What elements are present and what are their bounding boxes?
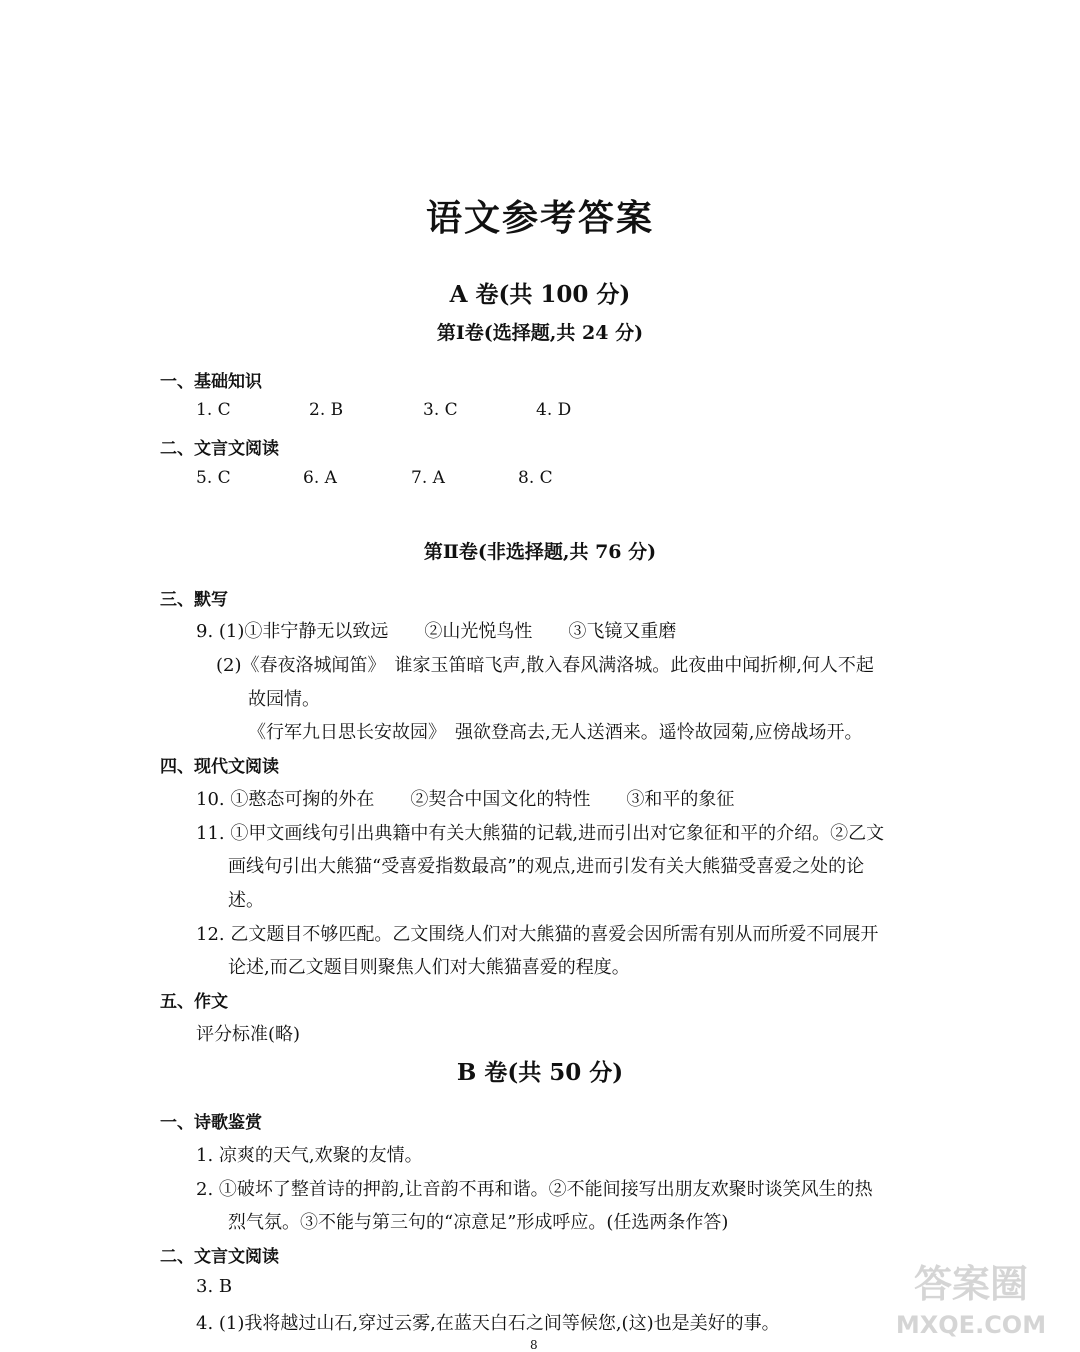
section-basic-knowledge: 一、基础知识	[160, 372, 262, 392]
answer-5: 5. C	[196, 468, 231, 488]
q11-line3: 述。	[228, 890, 264, 911]
vol-a-heading: A 卷(共 100 分)	[449, 281, 631, 308]
composition-note: 评分标准(略)	[196, 1024, 301, 1045]
b-q3: 3. B	[196, 1276, 233, 1297]
vol-b-heading: B 卷(共 50 分)	[456, 1059, 624, 1086]
q9-part2-line3: 《行军九日思长安故园》 强欲登高去,无人送酒来。遥怜故园菊,应傍战场开。	[248, 722, 863, 743]
page-title: 语文参考答案	[425, 197, 654, 239]
watermark-logo	[883, 1253, 1058, 1343]
answer-6: 6. A	[303, 468, 337, 488]
section-modern-reading: 四、现代文阅读	[160, 757, 279, 777]
section-poetry-appreciation: 一、诗歌鉴赏	[160, 1113, 262, 1133]
watermark-text-bottom: MXQE.COM	[895, 1311, 1047, 1339]
q9-part2-line1: (2)《春夜洛城闻笛》 谁家玉笛暗飞声,散入春风满洛城。此夜曲中闻折柳,何人不起	[216, 655, 874, 676]
answer-3: 3. C	[423, 400, 458, 420]
b-q1: 1. 凉爽的天气,欢聚的友情。	[196, 1145, 423, 1166]
answer-1: 1. C	[196, 400, 231, 420]
page-number: 8	[530, 1338, 538, 1352]
section-classical-reading: 二、文言文阅读	[160, 439, 279, 459]
answer-7: 7. A	[411, 468, 445, 488]
q9-part1: 9. (1)①非宁静无以致远 ②山光悦鸟性 ③飞镜又重磨	[196, 621, 677, 642]
answer-8: 8. C	[518, 468, 553, 488]
b-q4: 4. (1)我将越过山石,穿过云雾,在蓝天白石之间等候您,(这)也是美好的事。	[196, 1313, 780, 1334]
answer-2: 2. B	[309, 400, 344, 420]
q12-line1: 12. 乙文题目不够匹配。乙文围绕人们对大熊猫的喜爱会因所需有别从而所爱不同展开	[196, 924, 879, 945]
section-composition: 五、作文	[160, 992, 228, 1012]
section-b-classical-reading: 二、文言文阅读	[160, 1247, 279, 1267]
b-q2-line2: 烈气氛。③不能与第三句的“凉意足”形成呼应。(任选两条作答)	[228, 1212, 729, 1233]
q12-line2: 论述,而乙文题目则聚焦人们对大熊猫喜爱的程度。	[228, 957, 630, 978]
part2-heading: 第Ⅱ卷(非选择题,共 76 分)	[423, 541, 657, 563]
watermark-text-top: 答案圈	[913, 1262, 1029, 1306]
q11-line1: 11. ①甲文画线句引出典籍中有关大熊猫的记载,进而引出对它象征和平的介绍。②乙文	[196, 823, 885, 844]
answer-4: 4. D	[536, 400, 572, 420]
q9-part2-line2: 故园情。	[248, 689, 320, 710]
q10: 10. ①憨态可掬的外在 ②契合中国文化的特性 ③和平的象征	[196, 789, 735, 810]
section-dictation: 三、默写	[160, 590, 228, 610]
b-q2-line1: 2. ①破坏了整首诗的押韵,让音韵不再和谐。②不能间接写出朋友欢聚时谈笑风生的热	[196, 1179, 873, 1200]
q11-line2: 画线句引出大熊猫“受喜爱指数最高”的观点,进而引发有关大熊猫受喜爱之处的论	[228, 856, 865, 877]
part1-heading: 第Ⅰ卷(选择题,共 24 分)	[436, 322, 644, 344]
